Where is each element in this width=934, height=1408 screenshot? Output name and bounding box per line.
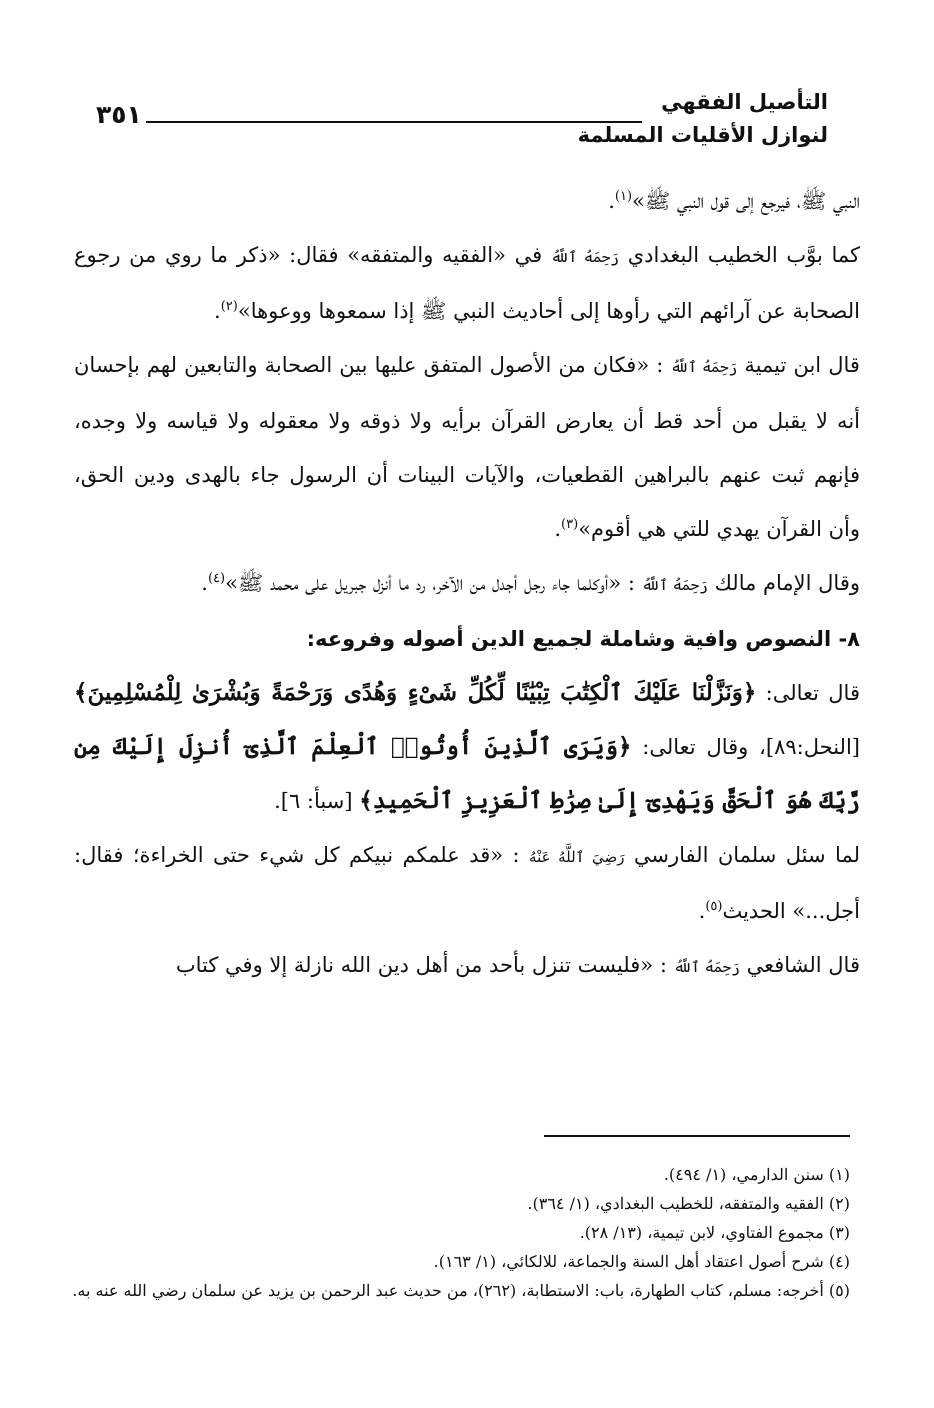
footnote-ref[interactable]: (٤) — [207, 571, 226, 586]
paragraph-text: قال الشافعي — [746, 953, 860, 977]
footnotes — [74, 1160, 850, 1305]
paragraph-7 — [74, 938, 860, 994]
paragraph-text: قال تعالى: — [765, 681, 860, 705]
header-rule — [146, 121, 642, 123]
period: . — [698, 899, 706, 923]
page-header — [96, 78, 828, 158]
footnote-ref[interactable]: (٣) — [561, 517, 579, 532]
period: . — [201, 571, 208, 595]
paragraph-text: في «الفقيه والمتفقه» فقال: «ذكر ما روي من رجوع الصحابة عن آرائهم التي رأوها إلى أحاديث النبي ﷺ إذا سمعوها ووعوها» — [74, 243, 860, 323]
paragraph-text: ، وقال تعالى: — [642, 735, 766, 759]
paragraph-text: قال ابن تيمية — [744, 353, 860, 377]
paragraph-4 — [74, 556, 860, 612]
paragraph-text: : «أوكلما جاء رجل أجدل من الآخر، رد ما أنزل جبريل على محمد ﷺ» — [225, 571, 635, 595]
quran-verse: ﴿وَنَزَّلْنَا عَلَيْكَ ٱلْكِتَٰبَ تِبْيَٰنًا لِّكُلِّ شَىْءٍ وَهُدًى وَرَحْمَةً وَبُشْرَىٰ لِلْمُسْلِمِينَ﴾ — [74, 679, 757, 706]
paragraph-text: النبي ﷺ، فيرجع إلى قول النبي ﷺ» — [632, 189, 860, 213]
section-heading: ٨- النصوص وافية وشاملة لجميع الدين أصوله وفروعه: — [306, 627, 860, 651]
footnote-4: (٤) شرح أصول اعتقاد أهل السنة والجماعة، للالكائي، (١/ ١٦٣). — [433, 1252, 850, 1271]
period: . — [214, 299, 221, 323]
honorific: رَضِيَ ٱللَّهُ عَنْهُ — [529, 848, 625, 866]
honorific: رَحِمَهُ ٱللَّهُ — [550, 248, 620, 266]
footnote-5: (٥) أخرجه: مسلم، كتاب الطهارة، باب: الاستطابة، (٢٦٢)، من حديث عبد الرحمن بن يزيد عن سلمان رضي الله عنه به. — [72, 1281, 850, 1300]
verse-reference: [سبأ: ٦] — [280, 789, 353, 813]
period: . — [274, 789, 281, 813]
paragraph-text: وقال الإمام مالك — [714, 571, 860, 595]
main-text — [74, 174, 860, 994]
footnote-ref[interactable]: (٢) — [220, 299, 238, 314]
paragraph-2 — [74, 228, 860, 338]
paragraph-text: : «قد علمكم نبيكم كل شيء حتى الخراءة؛ فقال: أجل...» الحديث — [74, 843, 860, 923]
footnote-ref[interactable]: (١) — [614, 189, 633, 204]
paragraph-text: لما سئل سلمان الفارسي — [633, 843, 860, 867]
honorific: رَحِمَهُ ٱللَّهُ — [670, 358, 738, 376]
paragraph-5 — [74, 666, 860, 828]
footnote-2: (٢) الفقيه والمتفقه، للخطيب البغدادي، (١/ ٣٦٤). — [527, 1194, 850, 1213]
paragraph-text: كما بوَّب الخطيب البغدادي — [627, 243, 860, 267]
running-title-line2: لنوازل الأقليات المسلمة — [577, 123, 828, 147]
footnote-separator — [544, 1135, 850, 1137]
page-number: ٣٥١ — [96, 100, 142, 129]
verse-reference: [النحل:٨٩] — [765, 735, 860, 759]
running-title — [578, 86, 828, 152]
paragraph-text: : «فكان من الأصول المتفق عليها بين الصحابة والتابعين لهم بإحسان أنه لا يقبل من أحد قط أن يعارض القرآن برأيه ولا ذوقه ولا معقوله ولا قياسه ولا وجده، فإنهم ثبت عنهم بالبراهين القطعيات، والآيات البينات أن الرسول جاء بالهدى ودين الحق، وأن القرآن يهدي للتي هي أقوم» — [74, 353, 860, 541]
paragraph-6 — [74, 828, 860, 938]
period: . — [608, 189, 615, 213]
period: . — [554, 517, 562, 541]
paragraph-text: : «فليست تنزل بأحد من أهل دين الله نازلة إلا وفي كتاب — [175, 953, 667, 977]
running-title-line1: التأصيل الفقهي — [661, 90, 828, 114]
paragraph-3 — [74, 338, 860, 556]
footnote-1: (١) سنن الدارمي، (١/ ٤٩٤). — [663, 1165, 850, 1184]
honorific: رَحِمَهُ ٱللَّهُ — [673, 958, 740, 976]
honorific: رَحِمَهُ ٱللَّهُ — [641, 576, 708, 594]
footnote-3: (٣) مجموع الفتاوي، لابن تيمية، (١٣/ ٢٨). — [579, 1223, 850, 1242]
paragraph-1 — [74, 174, 860, 228]
quran-verse: ﴿وَيَرَى ٱلَّذِينَ أُوتُوا۟ ٱلْعِلْمَ ٱلَّذِىٓ أُنزِلَ إِلَيْكَ مِن رَّبِّكَ هُوَ ٱلْحَقَّ وَيَهْدِىٓ إِلَىٰ صِرَٰطِ ٱلْعَزِيزِ ٱلْحَمِيدِ﴾ — [74, 733, 860, 814]
footnote-ref[interactable]: (٥) — [705, 899, 723, 914]
